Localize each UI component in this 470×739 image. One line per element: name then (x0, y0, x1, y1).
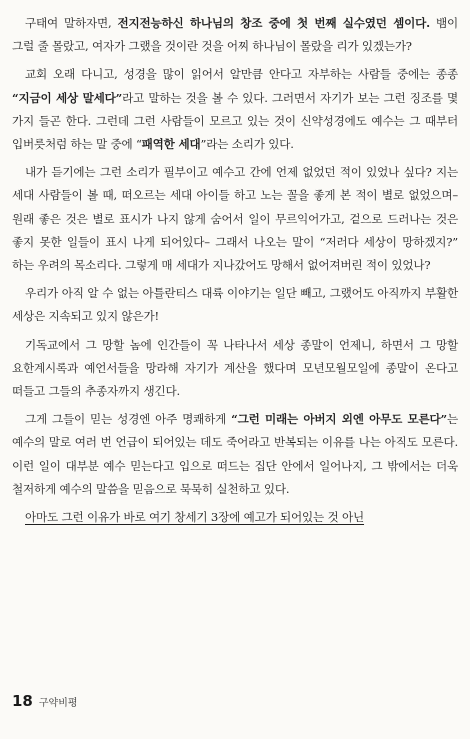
bold-text-run: “그런 미래는 아버지 외엔 아무도 모른다” (231, 412, 447, 427)
paragraph-4 (12, 282, 458, 328)
bold-text-run: 전지전능하신 하나님의 창조 중에 첫 번째 실수였던 셈이다. (117, 16, 430, 30)
text-run: ”라는 소리가 있다. (200, 137, 294, 152)
paragraph-5 (12, 334, 458, 404)
body-text (12, 12, 458, 529)
text-run: 내가 듣기에는 그런 소리가 필부이고 예수고 간에 언제 없었던 적이 있었나 싶다? 지는 세대 사람들이 볼 때, 떠오르는 세대 아이들 하고 노는 꼴을 좋게 본 적이 별로 없었으며– 원래 좋은 것은 별로 표시가 나지 않게 숨어서 일이 무르익어가고, 겉으로 드러나는 것은 좋지 못한 일들이 표시 나게 되어있다– 그래서 나오는 말이 “저러다 세상이 망하겠지?” 하는 우려의 목소리다. 그렇게 매 세대가 지나갔어도 망해서 없어져버린 적이 있었나? (12, 165, 458, 273)
text-run: 우리가 아직 알 수 없는 아틀란티스 대륙 이야기는 일단 빼고, 그랬어도 아직까지 부활한 세상은 지속되고 있지 않은가! (12, 286, 458, 324)
paragraph-6 (12, 408, 458, 501)
text-run: 뱀이 그럴 줄 몰랐고, 여자가 그랬을 것이란 것을 어찌 하나님이 몰랐을 리가 있겠는가? (12, 16, 458, 54)
bold-text-run: “지금이 세상 말세다” (12, 90, 123, 105)
bold-text-run: 패역한 세대 (141, 137, 201, 152)
paragraph-7 (12, 506, 458, 529)
paragraph-3 (12, 161, 458, 277)
paragraph-1 (12, 12, 458, 58)
text-run: 라고 말하는 것을 볼 수 있다. 그러면서 자기가 보는 그런 징조를 몇 가지 들곤 한다. 그런데 그런 사람들이 모르고 있는 것이 신약성경에도 예수는 그 때부터 입버릇처럼 하는 말 중에 “ (12, 90, 458, 152)
underlined-text-run: 아마도 그런 이유가 바로 여기 창세기 3장에 예고가 되어있는 것 아닌 (25, 510, 365, 525)
running-title: 구약비평 (38, 698, 78, 709)
paragraph-2 (12, 63, 458, 156)
text-run: 교회 오래 다니고, 성경을 많이 읽어서 알만큼 안다고 자부하는 사람들 중에는 종종 (25, 67, 458, 82)
text-run: 기독교에서 그 망할 놈에 인간들이 꼭 나타나서 세상 종말이 언제니, 하면서 그 망할 요한계시록과 예언서들을 망라해 자기가 계산을 했다며 모년모월모일에 종말이 온다고 떠들고 그들의 추종자까지 생긴다. (12, 337, 458, 399)
text-run: 는 예수의 말로 여러 번 언급이 되어있는 데도 죽어라고 반복되는 이유를 나는 아직도 모른다. 이런 일이 대부분 예수 믿는다고 입으로 떠드는 집단 안에서 일어나지, 그 밖에서는 더욱 철저하게 예수의 말씀을 믿음으로 묵묵히 실천하고 있다. (12, 412, 458, 496)
page-number: 18 (12, 692, 33, 710)
text-run: 그게 그들이 믿는 성경엔 아주 명쾌하게 (25, 412, 232, 427)
page-footer (12, 692, 78, 710)
text-run: 구태여 말하자면, (25, 16, 118, 30)
